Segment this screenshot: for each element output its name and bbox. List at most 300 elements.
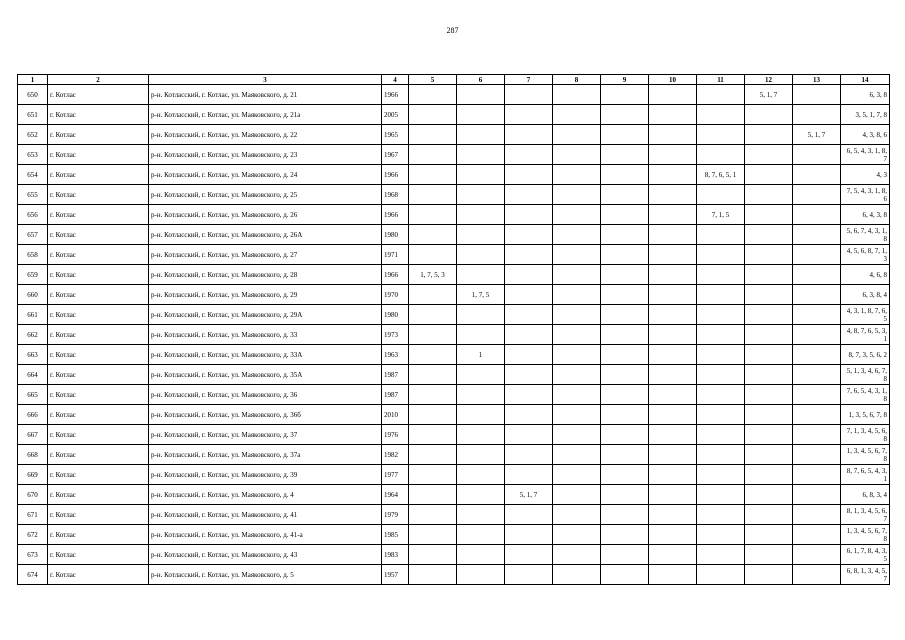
col-9-cell — [601, 465, 649, 485]
row-number-cell: 650 — [18, 85, 48, 105]
col-14-cell: 8, 1, 3, 4, 5, 6, 7 — [841, 505, 890, 525]
table-row — [18, 465, 890, 485]
year-cell: 1976 — [382, 425, 409, 445]
col-9-cell — [601, 345, 649, 365]
table-row — [18, 185, 890, 205]
col-12-cell — [745, 245, 793, 265]
col-7-cell: 5, 1, 7 — [505, 485, 553, 505]
col-6-cell — [457, 265, 505, 285]
col-12-cell — [745, 465, 793, 485]
col-10-cell — [649, 305, 697, 325]
column-header-14: 14 — [841, 75, 890, 85]
column-header-7: 7 — [505, 75, 553, 85]
year-cell: 2005 — [382, 105, 409, 125]
col-12-cell — [745, 545, 793, 565]
col-8-cell — [553, 545, 601, 565]
col-12-cell — [745, 365, 793, 385]
column-header-3: 3 — [149, 75, 382, 85]
col-8-cell — [553, 225, 601, 245]
col-12-cell — [745, 345, 793, 365]
row-number-cell: 668 — [18, 445, 48, 465]
col-13-cell — [793, 365, 841, 385]
col-10-cell — [649, 285, 697, 305]
col-11-cell — [697, 265, 745, 285]
col-6-cell: 1 — [457, 345, 505, 365]
col-5-cell: 1, 7, 5, 3 — [409, 265, 457, 285]
col-10-cell — [649, 185, 697, 205]
col-10-cell — [649, 325, 697, 345]
city-cell: г. Котлас — [48, 245, 149, 265]
col-11-cell — [697, 305, 745, 325]
col-5-cell — [409, 205, 457, 225]
col-9-cell — [601, 505, 649, 525]
col-5-cell — [409, 425, 457, 445]
col-12-cell — [745, 285, 793, 305]
col-10-cell — [649, 425, 697, 445]
col-7-cell — [505, 165, 553, 185]
address-cell: р-н. Котласский, г. Котлас, ул. Маяковского, д. 28 — [149, 265, 382, 285]
col-11-cell — [697, 485, 745, 505]
col-11-cell — [697, 225, 745, 245]
col-8-cell — [553, 85, 601, 105]
col-12-cell — [745, 185, 793, 205]
city-cell: г. Котлас — [48, 445, 149, 465]
col-10-cell — [649, 485, 697, 505]
col-8-cell — [553, 405, 601, 425]
col-12-cell — [745, 385, 793, 405]
city-cell: г. Котлас — [48, 525, 149, 545]
address-cell: р-н. Котласский, г. Котлас, ул. Маяковского, д. 36 — [149, 385, 382, 405]
col-14-cell: 4, 3 — [841, 165, 890, 185]
col-11-cell — [697, 385, 745, 405]
col-7-cell — [505, 565, 553, 585]
address-cell: р-н. Котласский, г. Котлас, ул. Маяковского, д. 29 — [149, 285, 382, 305]
col-6-cell — [457, 565, 505, 585]
col-14-cell: 4, 5, 6, 8, 7, 1, 3 — [841, 245, 890, 265]
col-12-cell — [745, 305, 793, 325]
city-cell: г. Котлас — [48, 485, 149, 505]
col-5-cell — [409, 365, 457, 385]
col-7-cell — [505, 225, 553, 245]
col-10-cell — [649, 105, 697, 125]
col-9-cell — [601, 225, 649, 245]
table-row — [18, 445, 890, 465]
year-cell: 1967 — [382, 145, 409, 165]
col-12-cell — [745, 445, 793, 465]
col-9-cell — [601, 265, 649, 285]
address-cell: р-н. Котласский, г. Котлас, ул. Маяковского, д. 36б — [149, 405, 382, 425]
col-8-cell — [553, 165, 601, 185]
col-9-cell — [601, 385, 649, 405]
table-row — [18, 545, 890, 565]
col-8-cell — [553, 385, 601, 405]
row-number-cell: 663 — [18, 345, 48, 365]
year-cell: 1979 — [382, 505, 409, 525]
col-11-cell — [697, 565, 745, 585]
col-5-cell — [409, 165, 457, 185]
col-6-cell — [457, 325, 505, 345]
table-row — [18, 305, 890, 325]
year-cell: 1963 — [382, 345, 409, 365]
col-7-cell — [505, 245, 553, 265]
col-10-cell — [649, 465, 697, 485]
col-7-cell — [505, 105, 553, 125]
address-cell: р-н. Котласский, г. Котлас, ул. Маяковского, д. 4 — [149, 485, 382, 505]
col-6-cell — [457, 245, 505, 265]
city-cell: г. Котлас — [48, 205, 149, 225]
col-5-cell — [409, 305, 457, 325]
col-9-cell — [601, 545, 649, 565]
city-cell: г. Котлас — [48, 105, 149, 125]
col-9-cell — [601, 365, 649, 385]
col-13-cell — [793, 305, 841, 325]
col-12-cell — [745, 265, 793, 285]
row-number-cell: 669 — [18, 465, 48, 485]
row-number-cell: 674 — [18, 565, 48, 585]
city-cell: г. Котлас — [48, 265, 149, 285]
col-12-cell — [745, 225, 793, 245]
city-cell: г. Котлас — [48, 305, 149, 325]
col-12-cell — [745, 405, 793, 425]
year-cell: 1977 — [382, 465, 409, 485]
col-13-cell — [793, 225, 841, 245]
col-5-cell — [409, 125, 457, 145]
col-13-cell — [793, 485, 841, 505]
col-6-cell — [457, 465, 505, 485]
col-8-cell — [553, 425, 601, 445]
col-5-cell — [409, 345, 457, 365]
col-9-cell — [601, 445, 649, 465]
col-9-cell — [601, 165, 649, 185]
col-10-cell — [649, 385, 697, 405]
address-cell: р-н. Котласский, г. Котлас, ул. Маяковского, д. 23 — [149, 145, 382, 165]
year-cell: 1983 — [382, 545, 409, 565]
housing-registry-table — [17, 74, 890, 585]
col-9-cell — [601, 245, 649, 265]
col-6-cell — [457, 85, 505, 105]
col-8-cell — [553, 565, 601, 585]
col-14-cell: 1, 3, 4, 5, 6, 7, 8 — [841, 445, 890, 465]
city-cell: г. Котлас — [48, 365, 149, 385]
col-12-cell — [745, 105, 793, 125]
col-6-cell — [457, 525, 505, 545]
column-header-13: 13 — [793, 75, 841, 85]
col-5-cell — [409, 105, 457, 125]
col-11-cell — [697, 465, 745, 485]
address-cell: р-н. Котласский, г. Котлас, ул. Маяковского, д. 37 — [149, 425, 382, 445]
col-8-cell — [553, 125, 601, 145]
col-5-cell — [409, 185, 457, 205]
row-number-cell: 667 — [18, 425, 48, 445]
col-6-cell — [457, 445, 505, 465]
col-13-cell — [793, 385, 841, 405]
row-number-cell: 661 — [18, 305, 48, 325]
col-14-cell: 4, 6, 8 — [841, 265, 890, 285]
col-14-cell: 6, 3, 8 — [841, 85, 890, 105]
col-8-cell — [553, 325, 601, 345]
col-7-cell — [505, 385, 553, 405]
col-7-cell — [505, 185, 553, 205]
address-cell: р-н. Котласский, г. Котлас, ул. Маяковского, д. 24 — [149, 165, 382, 185]
col-13-cell — [793, 185, 841, 205]
col-8-cell — [553, 345, 601, 365]
col-13-cell — [793, 165, 841, 185]
col-14-cell: 6, 3, 8, 4 — [841, 285, 890, 305]
col-6-cell — [457, 125, 505, 145]
col-9-cell — [601, 425, 649, 445]
col-8-cell — [553, 365, 601, 385]
col-14-cell: 6, 8, 3, 4 — [841, 485, 890, 505]
row-number-cell: 656 — [18, 205, 48, 225]
year-cell: 1980 — [382, 225, 409, 245]
column-header-11: 11 — [697, 75, 745, 85]
col-13-cell — [793, 265, 841, 285]
city-cell: г. Котлас — [48, 185, 149, 205]
address-cell: р-н. Котласский, г. Котлас, ул. Маяковского, д. 5 — [149, 565, 382, 585]
table-row — [18, 285, 890, 305]
col-6-cell — [457, 225, 505, 245]
col-13-cell — [793, 285, 841, 305]
col-8-cell — [553, 505, 601, 525]
col-7-cell — [505, 465, 553, 485]
col-5-cell — [409, 465, 457, 485]
col-6-cell — [457, 485, 505, 505]
table-row — [18, 265, 890, 285]
col-11-cell — [697, 505, 745, 525]
year-cell: 1966 — [382, 205, 409, 225]
col-10-cell — [649, 545, 697, 565]
col-14-cell: 5, 6, 7, 4, 3, 1, 8 — [841, 225, 890, 245]
col-9-cell — [601, 485, 649, 505]
table-row — [18, 405, 890, 425]
col-10-cell — [649, 405, 697, 425]
col-9-cell — [601, 185, 649, 205]
col-5-cell — [409, 445, 457, 465]
table-row — [18, 385, 890, 405]
col-14-cell: 7, 6, 5, 4, 3, 1, 8 — [841, 385, 890, 405]
year-cell: 1980 — [382, 305, 409, 325]
col-5-cell — [409, 525, 457, 545]
col-13-cell — [793, 565, 841, 585]
col-10-cell — [649, 445, 697, 465]
col-9-cell — [601, 285, 649, 305]
col-14-cell: 8, 7, 6, 5, 4, 3, 1 — [841, 465, 890, 485]
col-14-cell: 3, 5, 1, 7, 8 — [841, 105, 890, 125]
col-8-cell — [553, 465, 601, 485]
col-13-cell — [793, 325, 841, 345]
col-11-cell — [697, 125, 745, 145]
address-cell: р-н. Котласский, г. Котлас, ул. Маяковского, д. 33А — [149, 345, 382, 365]
col-6-cell — [457, 165, 505, 185]
year-cell: 1970 — [382, 285, 409, 305]
col-13-cell — [793, 545, 841, 565]
col-12-cell — [745, 505, 793, 525]
col-11-cell — [697, 425, 745, 445]
col-6-cell — [457, 205, 505, 225]
row-number-cell: 658 — [18, 245, 48, 265]
column-header-8: 8 — [553, 75, 601, 85]
column-header-5: 5 — [409, 75, 457, 85]
col-10-cell — [649, 265, 697, 285]
col-5-cell — [409, 225, 457, 245]
row-number-cell: 653 — [18, 145, 48, 165]
table-row — [18, 125, 890, 145]
address-cell: р-н. Котласский, г. Котлас, ул. Маяковского, д. 37а — [149, 445, 382, 465]
col-14-cell: 6, 8, 1, 3, 4, 5, 7 — [841, 565, 890, 585]
year-cell: 1965 — [382, 125, 409, 145]
address-cell: р-н. Котласский, г. Котлас, ул. Маяковского, д. 27 — [149, 245, 382, 265]
column-header-1: 1 — [18, 75, 48, 85]
row-number-cell: 657 — [18, 225, 48, 245]
col-12-cell — [745, 145, 793, 165]
col-6-cell — [457, 365, 505, 385]
table-row — [18, 85, 890, 105]
address-cell: р-н. Котласский, г. Котлас, ул. Маяковского, д. 41-а — [149, 525, 382, 545]
col-11-cell: 8, 7, 6, 5, 1 — [697, 165, 745, 185]
table-row — [18, 225, 890, 245]
col-6-cell — [457, 505, 505, 525]
col-9-cell — [601, 85, 649, 105]
col-10-cell — [649, 245, 697, 265]
col-10-cell — [649, 165, 697, 185]
row-number-cell: 662 — [18, 325, 48, 345]
address-cell: р-н. Котласский, г. Котлас, ул. Маяковского, д. 22 — [149, 125, 382, 145]
col-12-cell — [745, 165, 793, 185]
col-12-cell — [745, 485, 793, 505]
col-9-cell — [601, 145, 649, 165]
col-10-cell — [649, 125, 697, 145]
col-13-cell — [793, 525, 841, 545]
city-cell: г. Котлас — [48, 145, 149, 165]
col-13-cell — [793, 85, 841, 105]
row-number-cell: 671 — [18, 505, 48, 525]
address-cell: р-н. Котласский, г. Котлас, ул. Маяковского, д. 21а — [149, 105, 382, 125]
table-row — [18, 105, 890, 125]
col-14-cell: 5, 1, 3, 4, 6, 7, 8 — [841, 365, 890, 385]
col-8-cell — [553, 205, 601, 225]
table-row — [18, 165, 890, 185]
col-7-cell — [505, 365, 553, 385]
address-cell: р-н. Котласский, г. Котлас, ул. Маяковского, д. 39 — [149, 465, 382, 485]
year-cell: 1964 — [382, 485, 409, 505]
col-7-cell — [505, 145, 553, 165]
col-12-cell — [745, 425, 793, 445]
col-11-cell — [697, 105, 745, 125]
col-10-cell — [649, 205, 697, 225]
col-13-cell — [793, 465, 841, 485]
table-row — [18, 505, 890, 525]
address-cell: р-н. Котласский, г. Котлас, ул. Маяковского, д. 26А — [149, 225, 382, 245]
col-11-cell: 7, 1, 5 — [697, 205, 745, 225]
table-row — [18, 205, 890, 225]
col-14-cell: 1, 3, 4, 5, 6, 7, 8 — [841, 525, 890, 545]
city-cell: г. Котлас — [48, 345, 149, 365]
col-12-cell — [745, 125, 793, 145]
year-cell: 1971 — [382, 245, 409, 265]
year-cell: 1966 — [382, 85, 409, 105]
col-14-cell: 6, 5, 4, 3, 1, 8, 7 — [841, 145, 890, 165]
year-cell: 1968 — [382, 185, 409, 205]
col-8-cell — [553, 265, 601, 285]
col-7-cell — [505, 445, 553, 465]
city-cell: г. Котлас — [48, 425, 149, 445]
col-7-cell — [505, 265, 553, 285]
address-cell: р-н. Котласский, г. Котлас, ул. Маяковского, д. 35А — [149, 365, 382, 385]
col-5-cell — [409, 505, 457, 525]
row-number-cell: 654 — [18, 165, 48, 185]
year-cell: 1987 — [382, 385, 409, 405]
col-9-cell — [601, 125, 649, 145]
row-number-cell: 670 — [18, 485, 48, 505]
row-number-cell: 664 — [18, 365, 48, 385]
col-14-cell: 7, 1, 3, 4, 5, 6, 8 — [841, 425, 890, 445]
header-row — [18, 75, 890, 85]
col-11-cell — [697, 525, 745, 545]
col-11-cell — [697, 245, 745, 265]
city-cell: г. Котлас — [48, 125, 149, 145]
row-number-cell: 666 — [18, 405, 48, 425]
col-5-cell — [409, 325, 457, 345]
col-7-cell — [505, 425, 553, 445]
table-body — [18, 85, 890, 585]
col-5-cell — [409, 85, 457, 105]
year-cell: 1973 — [382, 325, 409, 345]
col-5-cell — [409, 385, 457, 405]
col-9-cell — [601, 205, 649, 225]
col-13-cell — [793, 505, 841, 525]
table-row — [18, 145, 890, 165]
col-11-cell — [697, 545, 745, 565]
column-header-4: 4 — [382, 75, 409, 85]
row-number-cell: 665 — [18, 385, 48, 405]
year-cell: 1982 — [382, 445, 409, 465]
col-7-cell — [505, 285, 553, 305]
col-10-cell — [649, 525, 697, 545]
col-8-cell — [553, 305, 601, 325]
col-10-cell — [649, 225, 697, 245]
col-12-cell — [745, 205, 793, 225]
city-cell: г. Котлас — [48, 225, 149, 245]
col-14-cell: 4, 8, 7, 6, 5, 3, 1 — [841, 325, 890, 345]
col-10-cell — [649, 345, 697, 365]
year-cell: 1987 — [382, 365, 409, 385]
address-cell: р-н. Котласский, г. Котлас, ул. Маяковского, д. 25 — [149, 185, 382, 205]
city-cell: г. Котлас — [48, 405, 149, 425]
col-6-cell — [457, 145, 505, 165]
row-number-cell: 651 — [18, 105, 48, 125]
col-9-cell — [601, 565, 649, 585]
col-11-cell — [697, 85, 745, 105]
col-6-cell — [457, 185, 505, 205]
col-14-cell: 8, 7, 3, 5, 6, 2 — [841, 345, 890, 365]
col-14-cell: 6, 4, 3, 8 — [841, 205, 890, 225]
col-10-cell — [649, 85, 697, 105]
year-cell: 1957 — [382, 565, 409, 585]
column-header-12: 12 — [745, 75, 793, 85]
col-8-cell — [553, 145, 601, 165]
col-8-cell — [553, 285, 601, 305]
col-5-cell — [409, 405, 457, 425]
table-row — [18, 565, 890, 585]
col-8-cell — [553, 105, 601, 125]
col-5-cell — [409, 245, 457, 265]
table-row — [18, 525, 890, 545]
col-12-cell — [745, 525, 793, 545]
col-7-cell — [505, 205, 553, 225]
col-13-cell — [793, 245, 841, 265]
table-row — [18, 365, 890, 385]
year-cell: 2010 — [382, 405, 409, 425]
